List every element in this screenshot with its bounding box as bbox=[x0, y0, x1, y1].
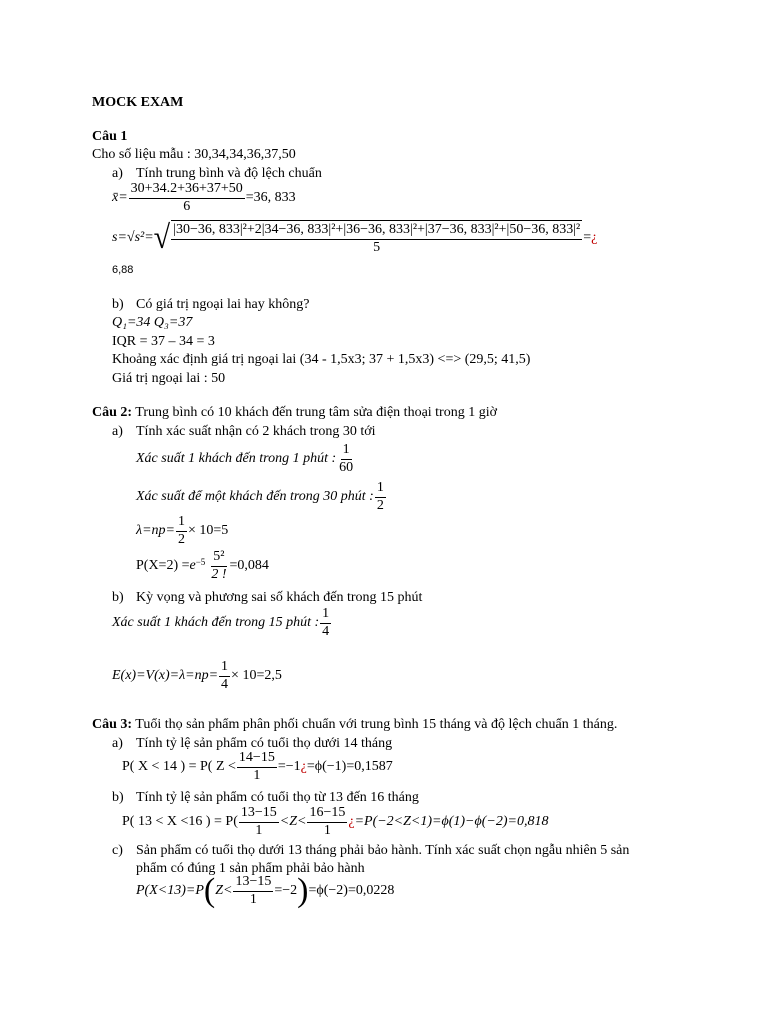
q3a-mark: ¿ bbox=[300, 759, 307, 775]
mean-fraction bbox=[129, 182, 245, 214]
q2-heading-text: Trung bình có 10 khách đến trung tâm sửa điện thoại trong 1 giờ bbox=[132, 405, 498, 420]
q3b-numerator-1: 13−15 bbox=[239, 806, 279, 823]
p1-fraction bbox=[337, 443, 355, 475]
q3-c-text-1: Sản phẩm có tuổi thọ dưới 13 tháng phải bảo hành. Tính xác suất chọn ngẫu nhiên 5 sản bbox=[136, 843, 630, 858]
q1-stddev-formula bbox=[112, 220, 597, 255]
q3b-fraction-1 bbox=[239, 806, 279, 838]
left-paren-icon: ( bbox=[203, 872, 216, 909]
q3a-denominator: 1 bbox=[253, 767, 261, 783]
p1-denominator: 60 bbox=[339, 459, 354, 475]
lambda-fraction bbox=[176, 515, 187, 547]
q2-a-label: a) bbox=[112, 424, 123, 439]
p15-denominator: 4 bbox=[322, 623, 330, 639]
q3b-lhs: P( 13 < X <16 ) = P( bbox=[122, 814, 238, 830]
mean-result: =36, 833 bbox=[245, 190, 296, 206]
expectation-denominator: 4 bbox=[221, 676, 229, 692]
page-title: MOCK EXAM bbox=[92, 95, 184, 110]
poisson-rhs: =0,084 bbox=[229, 558, 269, 574]
poisson-lhs: P(X=2) = bbox=[136, 558, 190, 574]
mean-numerator: 30+34.2+36+37+50 bbox=[129, 182, 245, 199]
q3c-formula bbox=[136, 874, 394, 908]
p30-formula bbox=[136, 481, 387, 513]
q1-heading: Câu 1 bbox=[92, 129, 128, 144]
q1-a-label: a) bbox=[112, 166, 123, 181]
poisson-numerator: 5² bbox=[211, 550, 226, 567]
q3-heading: Câu 3: bbox=[92, 717, 133, 732]
q3c-rhs: =ϕ(−2)=0,0228 bbox=[308, 883, 395, 898]
p15-numerator: 1 bbox=[320, 607, 331, 624]
poisson-formula bbox=[136, 550, 269, 582]
q3-a-label: a) bbox=[112, 736, 123, 751]
p1-numerator: 1 bbox=[341, 443, 352, 460]
stddev-denominator: 5 bbox=[373, 239, 381, 255]
q1-b-label: b) bbox=[112, 297, 124, 312]
q3c-z: Z< bbox=[215, 883, 233, 898]
lambda-numerator: 1 bbox=[176, 515, 187, 532]
p1-text: Xác suất 1 khách đến trong 1 phút : bbox=[136, 451, 337, 467]
q3a-lhs: P( X < 14 ) = P( Z < bbox=[122, 759, 236, 775]
q3c-lhs: P(X<13)=P bbox=[136, 883, 204, 898]
p30-denominator: 2 bbox=[376, 497, 384, 513]
stddev-fraction bbox=[171, 220, 582, 255]
q3-heading-text: Tuổi thọ sản phẩm phân phối chuẩn với trung bình 15 tháng và độ lệch chuẩn 1 tháng. bbox=[132, 717, 618, 732]
mean-denominator: 6 bbox=[183, 198, 191, 214]
q3-heading-line bbox=[92, 718, 617, 732]
expectation-rhs: × 10=2,5 bbox=[231, 668, 282, 684]
poisson-fraction bbox=[209, 550, 228, 582]
q3a-numerator: 14−15 bbox=[237, 751, 277, 768]
iqr-line: IQR = 37 – 34 = 3 bbox=[112, 334, 215, 349]
outlier-range-line: Khoảng xác định giá trị ngoại lai (34 - 1,5x3; 37 + 1,5x3) <=> (29,5; 41,5) bbox=[112, 352, 531, 367]
q1-data-line: Cho số liệu mẫu : 30,34,34,36,37,50 bbox=[92, 147, 296, 162]
p30-text: Xác suất để một khách đến trong 30 phút : bbox=[136, 489, 374, 505]
q3c-mid: =−2 bbox=[274, 883, 298, 898]
poisson-e: e bbox=[189, 558, 196, 574]
q3b-mark: ¿ bbox=[348, 814, 355, 830]
stddev-mark: ¿ bbox=[591, 229, 598, 245]
expectation-formula bbox=[112, 660, 282, 692]
q3b-formula bbox=[122, 806, 548, 838]
p15-formula bbox=[112, 607, 332, 639]
q3b-numerator-2: 16−15 bbox=[307, 806, 347, 823]
p15-fraction bbox=[320, 607, 331, 639]
q3a-fraction bbox=[237, 751, 277, 783]
quartile-line: Q₁=34 Q₃=37 bbox=[112, 315, 193, 330]
q2-b-text: Kỳ vọng và phương sai số khách đến trong 15 phút bbox=[136, 590, 423, 605]
stddev-numerator: |30−36, 833|²+2|34−36, 833|²+|36−36, 833|²+|37−36, 833|²+|50−36, 833|² bbox=[171, 223, 582, 240]
lambda-formula bbox=[136, 515, 228, 547]
lambda-rhs: × 10=5 bbox=[187, 523, 229, 539]
q1-mean-formula bbox=[112, 182, 296, 214]
expectation-fraction bbox=[219, 660, 230, 692]
q3a-rhs: =ϕ(−1)=0,1587 bbox=[306, 759, 393, 775]
expectation-numerator: 1 bbox=[219, 660, 230, 677]
stddev-value: 6,88 bbox=[112, 264, 134, 276]
q3b-denominator-2: 1 bbox=[323, 822, 331, 838]
q3b-mid: <Z< bbox=[279, 814, 307, 830]
q3-b-label: b) bbox=[112, 790, 124, 805]
outlier-value-line: Giá trị ngoại lai : 50 bbox=[112, 371, 226, 386]
q3b-rhs: =P(−2<Z<1)=ϕ(1)−ϕ(−2)=0,818 bbox=[354, 814, 549, 830]
poisson-exponent: −5 bbox=[195, 557, 206, 567]
q2-a-text: Tính xác suất nhận có 2 khách trong 30 tới bbox=[136, 424, 376, 439]
q3a-formula bbox=[122, 751, 393, 783]
q3-c-label: c) bbox=[112, 843, 123, 858]
q1-b-text: Có giá trị ngoại lai hay không? bbox=[136, 297, 310, 312]
p15-text: Xác suất 1 khách đến trong 15 phút : bbox=[112, 615, 320, 631]
q3-a-text: Tính tỷ lệ sản phẩm có tuổi thọ dưới 14 tháng bbox=[136, 736, 393, 751]
q3b-fraction-2 bbox=[307, 806, 347, 838]
lambda-denominator: 2 bbox=[177, 531, 185, 547]
q3a-mid: =−1 bbox=[277, 759, 301, 775]
q3-c-text-2: phẩm có đúng 1 sản phẩm phải bảo hành bbox=[136, 861, 365, 876]
q3c-fraction bbox=[233, 875, 273, 907]
stddev-lhs: s=√s²= bbox=[112, 229, 154, 245]
q3c-denominator: 1 bbox=[249, 891, 257, 907]
q3b-denominator-1: 1 bbox=[255, 822, 263, 838]
right-paren-icon: ) bbox=[297, 872, 309, 909]
lambda-lhs: λ=np= bbox=[136, 523, 175, 539]
expectation-lhs: E(x)=V(x)=λ=np= bbox=[112, 668, 219, 684]
q3-b-text: Tính tỷ lệ sản phẩm có tuổi thọ từ 13 đến 16 tháng bbox=[136, 790, 419, 805]
q1-a-text: Tính trung bình và độ lệch chuẩn bbox=[136, 166, 322, 181]
mean-lhs: x̄= bbox=[112, 190, 128, 206]
p30-fraction bbox=[375, 481, 386, 513]
sqrt-icon: √ bbox=[153, 218, 171, 256]
p1-formula bbox=[136, 443, 356, 475]
q3c-numerator: 13−15 bbox=[233, 875, 273, 892]
q2-b-label: b) bbox=[112, 590, 124, 605]
p30-numerator: 1 bbox=[375, 481, 386, 498]
q2-heading: Câu 2: bbox=[92, 405, 133, 420]
q2-heading-line bbox=[92, 406, 497, 420]
poisson-denominator: 2 ! bbox=[211, 566, 227, 582]
stddev-equals: = bbox=[583, 229, 592, 245]
